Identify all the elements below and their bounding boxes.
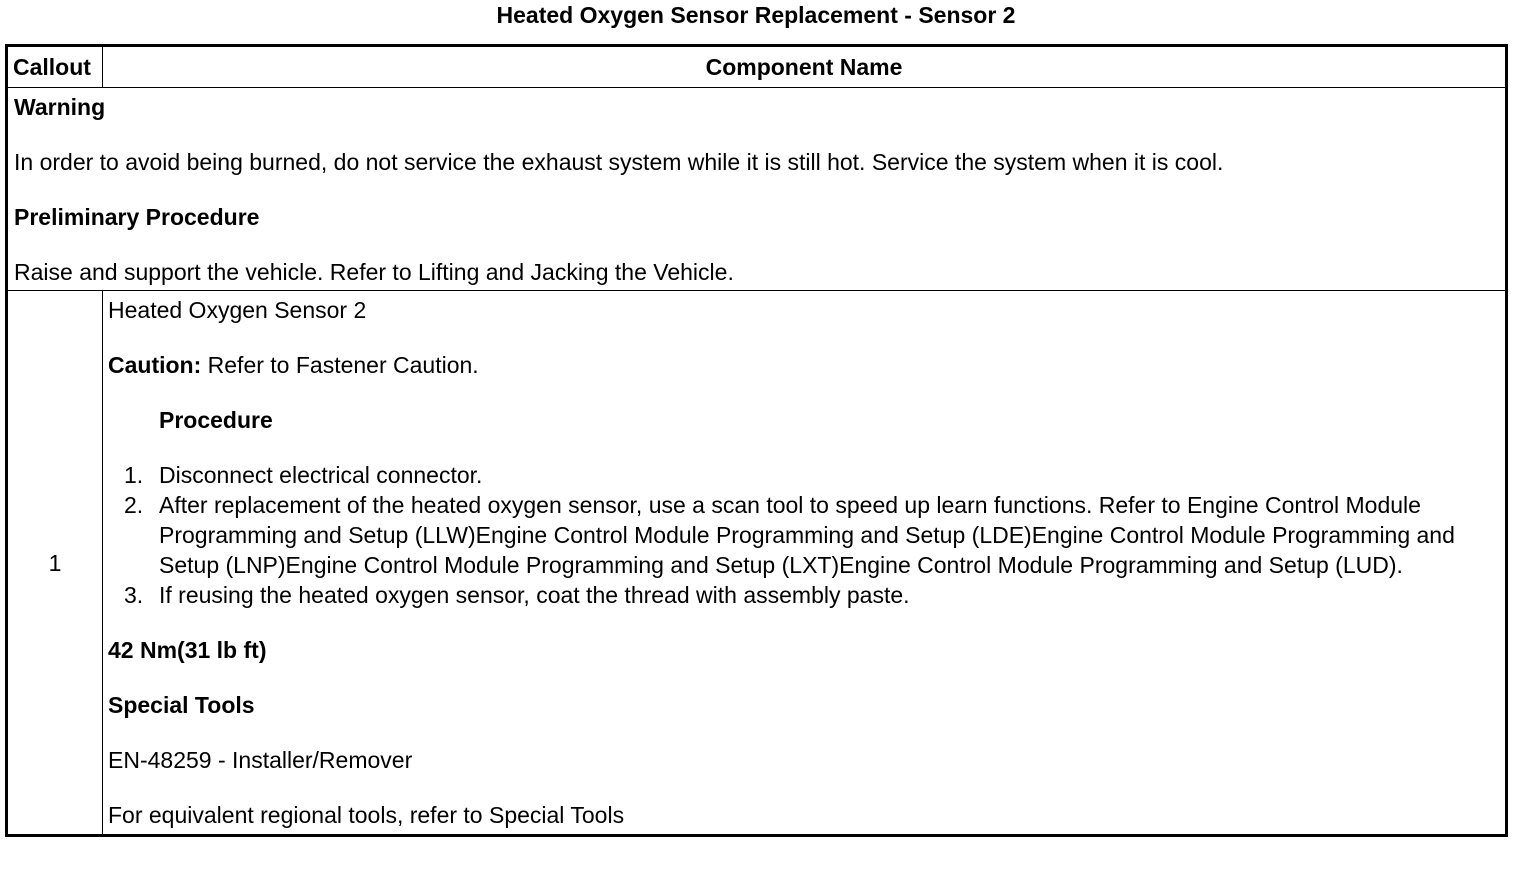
torque-spec: 42 Nm(31 lb ft) [108,637,267,663]
general-instructions [7,88,1507,291]
step-number: 2. [124,492,144,518]
preliminary-text: Raise and support the vehicle. Refer to Lifting and Jacking the Vehicle. [14,259,734,285]
procedure-title: Procedure [159,407,273,433]
step-number: 3. [124,582,144,608]
callout-number: 1 [7,291,103,836]
procedure-step [108,490,1499,580]
procedure-steps [108,460,1499,610]
general-row [7,88,1507,291]
component-details [103,291,1507,836]
table-header-row [7,46,1507,88]
regional-tools-note: For equivalent regional tools, refer to Special Tools [108,802,625,828]
table-row [7,291,1507,836]
warning-title: Warning [14,94,106,120]
callout-column-header: Callout [7,46,103,88]
preliminary-title: Preliminary Procedure [14,204,260,230]
special-tools-title: Special Tools [108,692,255,718]
page-title: Heated Oxygen Sensor Replacement - Sensor 2 [496,2,1016,28]
warning-text: In order to avoid being burned, do not service the exhaust system while it is still hot. Service the system when it is cool. [14,149,1224,175]
component-column-header: Component Name [103,46,1507,88]
caution-label: Caution: [108,352,202,378]
step-text: After replacement of the heated oxygen sensor, use a scan tool to speed up learn functions. Refer to Engine Control Module Programming and Setup (LLW)Engine Control Module Programming and Setup (LDE)Engine Control Module Programming and Setup (LNP)Engine Control Module Programming and Setup (LXT)Engine Control Module Programming and Setup (LUD). [159,492,1455,578]
procedure-step [108,580,1499,610]
procedure-step [108,460,1499,490]
step-text: If reusing the heated oxygen sensor, coat the thread with assembly paste. [159,582,910,608]
step-number: 1. [124,462,144,488]
step-text: Disconnect electrical connector. [159,462,483,488]
tool-item: EN-48259 - Installer/Remover [108,747,413,773]
caution-line [108,350,1499,380]
component-name: Heated Oxygen Sensor 2 [108,297,367,323]
caution-text: Refer to Fastener Caution. [201,352,479,378]
procedure-table [5,44,1508,837]
